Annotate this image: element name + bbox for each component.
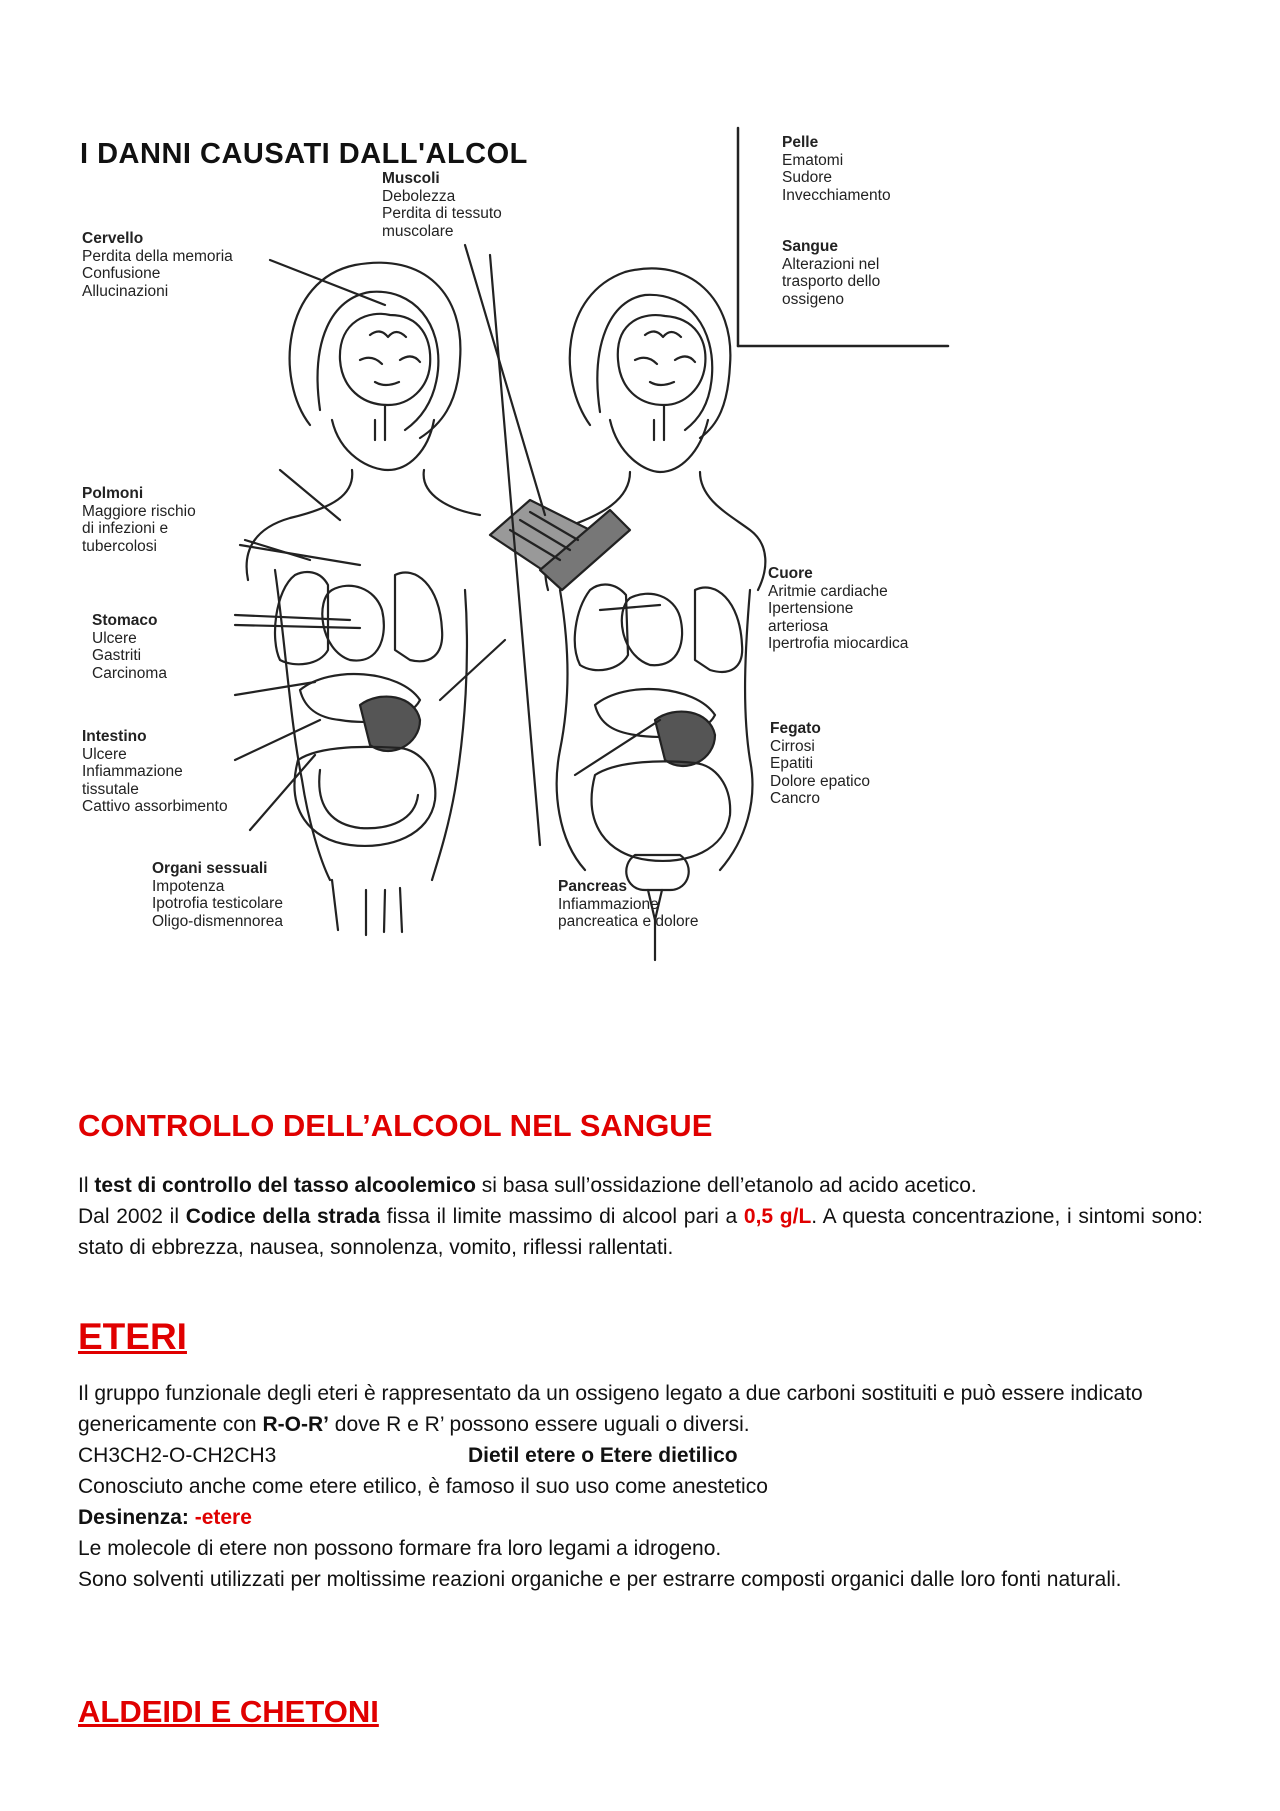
label-organi-sessuali: Organi sessuali Impotenza Ipotrofia testicolare Oligo-dismennorea: [152, 860, 283, 930]
label-stomaco: Stomaco Ulcere Gastriti Carcinoma: [92, 612, 167, 682]
label-fegato: Fegato Cirrosi Epatiti Dolore epatico Cancro: [770, 720, 870, 807]
paragraph-controllo: [78, 1170, 1203, 1263]
female-figure: [545, 268, 765, 960]
alcohol-damage-figure: [70, 120, 970, 1000]
eteri-paragraph-3: Le molecole di etere non possono formare fra loro legami a idrogeno.: [78, 1537, 722, 1560]
eteri-paragraph-1: Il gruppo funzionale degli eteri è rappresentato da un ossigeno legato a due carboni sostituiti e può essere indicato genericamente con R-O-R’ dove R e R’ possono essere uguali o diversi.: [78, 1382, 1143, 1436]
figure-title: I DANNI CAUSATI DALL'ALCOL: [80, 138, 528, 170]
eteri-paragraph-4: Sono solventi utilizzati per moltissime reazioni organiche e per estrarre composti organici dalle loro fonti naturali.: [78, 1568, 1122, 1591]
controllo-line-2: Dal 2002 il Codice della strada fissa il limite massimo di alcool pari a 0,5 g/L. A questa concentrazione, i sintomi sono: stato di ebbrezza, nausea, sonnolenza, vomito, riflessi rallentati.: [78, 1205, 1203, 1259]
heading-aldeidi-chetoni: ALDEIDI E CHETONI: [78, 1694, 379, 1729]
label-intestino: Intestino Ulcere Infiammazione tissutale Cattivo assorbimento: [82, 728, 228, 815]
formula: CH3CH2-O-CH2CH3: [78, 1444, 277, 1467]
label-sangue: Sangue Alterazioni nel trasporto dello ossigeno: [782, 238, 881, 308]
label-pelle: Pelle Ematomi Sudore Invecchiamento: [782, 134, 891, 204]
formula-row: [78, 1440, 1203, 1471]
label-pancreas: Pancreas Infiammazione pancreatica e dolore: [558, 878, 699, 930]
label-cervello: Cervello Perdita della memoria Confusione Allucinazioni: [82, 230, 233, 300]
desinenza-line: Desinenza: -etere: [78, 1506, 252, 1529]
label-cuore: Cuore Aritmie cardiache Ipertensione arteriosa Ipertrofia miocardica: [768, 565, 909, 652]
eteri-body: [78, 1378, 1203, 1595]
label-polmoni: Polmoni Maggiore rischio di infezioni e tubercolosi: [82, 485, 196, 555]
eteri-paragraph-2: Conosciuto anche come etere etilico, è famoso il suo uso come anestetico: [78, 1475, 768, 1498]
controllo-line-1: Il test di controllo del tasso alcoolemico si basa sull’ossidazione dell’etanolo ad acido acetico.: [78, 1174, 977, 1197]
heading-eteri: ETERI: [78, 1316, 187, 1357]
label-muscoli: Muscoli Debolezza Perdita di tessuto muscolare: [382, 170, 502, 240]
formula-name: Dietil etere o Etere dietilico: [468, 1444, 738, 1467]
male-figure: [247, 263, 480, 935]
heading-controllo: CONTROLLO DELL’ALCOOL NEL SANGUE: [78, 1108, 713, 1143]
